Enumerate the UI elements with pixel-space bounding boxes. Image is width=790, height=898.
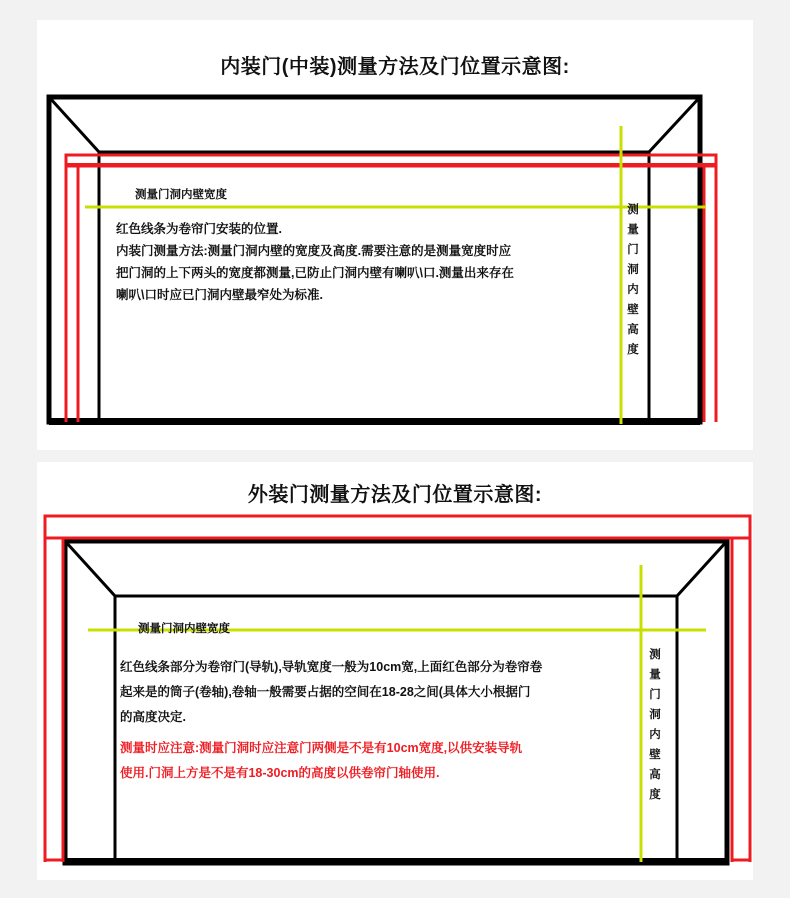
inner-width-label: 测量门洞内壁宽度 (135, 189, 227, 201)
outer-door-title: 外装门测量方法及门位置示意图: (247, 484, 543, 506)
outer-height-label (648, 645, 662, 805)
inner-height-char-6: 高 (627, 324, 639, 336)
inner-height-char-1: 量 (627, 224, 639, 236)
outer-height-char-4: 内 (649, 729, 661, 741)
inner-desc-line-2: 把门洞的上下两头的宽度都测量,已防止门洞内壁有喇叭\口.测量出来存在 (116, 266, 514, 280)
inner-height-char-5: 壁 (627, 304, 639, 316)
outer-desc-line-1: 起来是的筒子(卷轴),卷轴一般需要占据的空间在18-28之间(具体大小根据门 (120, 685, 531, 699)
inner-desc-line-3: 喇叭\口时应已门洞内壁最窄处为标准. (116, 288, 323, 302)
outer-height-char-3: 洞 (649, 709, 661, 721)
inner-desc-line-0: 红色线条为卷帘门安装的位置. (116, 222, 282, 236)
outer-height-char-6: 高 (649, 769, 661, 781)
outer-height-char-1: 量 (649, 669, 661, 681)
inner-height-char-7: 度 (627, 344, 639, 356)
inner-height-char-3: 洞 (627, 264, 639, 276)
outer-height-char-0: 测 (649, 649, 661, 661)
outer-height-char-7: 度 (649, 789, 661, 801)
outer-desc-line-0: 红色线条部分为卷帘门(导轨),导轨宽度一般为10cm宽,上面红色部分为卷帘卷 (120, 660, 543, 674)
outer-warn-line-1: 使用.门洞上方是不是有18-30cm的高度以供卷帘门轴使用. (120, 766, 440, 780)
outer-height-char-5: 壁 (649, 749, 661, 761)
outer-desc-line-2: 的高度决定. (120, 710, 186, 724)
inner-desc-line-1: 内装门测量方法:测量门洞内壁的宽度及高度.需要注意的是测量宽度时应 (116, 244, 512, 258)
outer-width-label: 测量门洞内壁宽度 (138, 623, 230, 635)
inner-height-char-4: 内 (627, 284, 639, 296)
inner-height-char-0: 测 (627, 204, 639, 216)
outer-door-description (120, 655, 630, 786)
outer-warn-line-0: 测量时应注意:测量门洞时应注意门两侧是不是有10cm宽度,以供安装导轨 (120, 741, 523, 755)
inner-door-title: 内装门(中装)测量方法及门位置示意图: (220, 56, 570, 78)
outer-height-char-2: 门 (649, 689, 661, 701)
inner-height-char-2: 门 (627, 244, 639, 256)
